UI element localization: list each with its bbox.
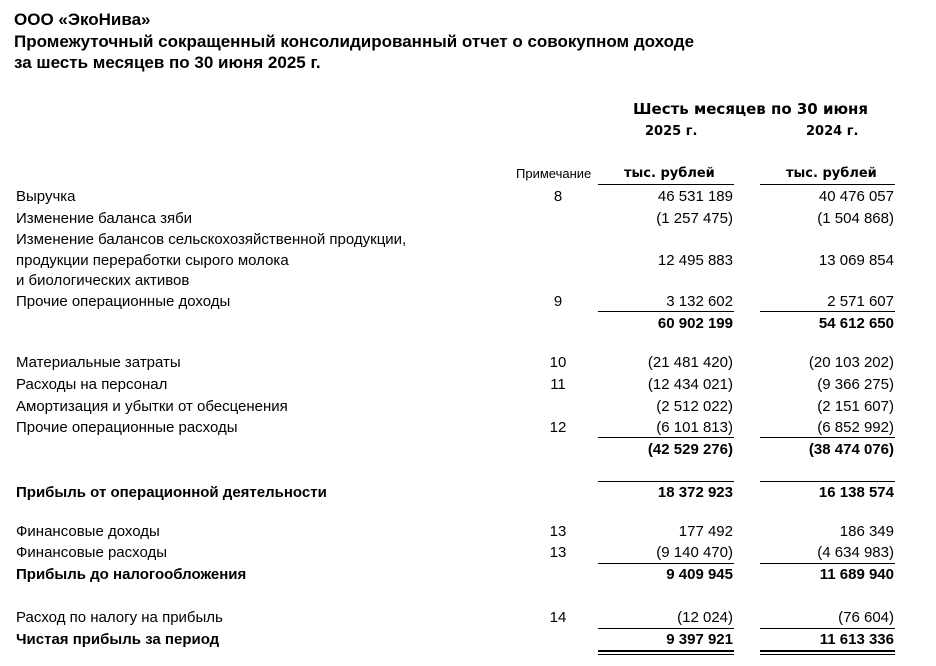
row-label: Прибыль до налогообложения — [16, 566, 247, 583]
subtotal-line-2025 — [598, 437, 734, 438]
value-2025: 18 372 923 — [657, 484, 733, 501]
row-note: 14 — [549, 609, 567, 626]
report-title: Промежуточный сокращенный консолидированный отчет о совокупном доходе — [14, 32, 695, 51]
value-2025: (1 257 475) — [656, 210, 733, 227]
value-2024: (76 604) — [838, 609, 894, 626]
value-2025: (12 024) — [677, 609, 733, 626]
value-2024: 40 476 057 — [818, 188, 894, 205]
row-label: Материальные затраты — [16, 354, 181, 371]
row-other-income — [0, 291, 936, 312]
company-name: ООО «ЭкоНива» — [14, 10, 151, 29]
value-2024: (20 103 202) — [808, 354, 894, 371]
row-label: Расход по налогу на прибыль — [16, 609, 223, 626]
value-2025: (12 434 021) — [647, 376, 733, 393]
note-column-header: Примечание — [516, 166, 592, 181]
value-2024: 2 571 607 — [827, 293, 894, 310]
row-note: 9 — [553, 293, 563, 310]
value-2024: (38 474 076) — [808, 441, 894, 458]
row-label: Прибыль от операционной деятельности — [16, 484, 327, 501]
row-label: продукции переработки сырого молока — [16, 252, 289, 269]
value-2024: (1 504 868) — [817, 210, 894, 227]
header-underline-2024 — [760, 184, 895, 185]
value-2024: 13 069 854 — [818, 252, 894, 269]
double-underline-2025-second — [598, 654, 734, 655]
row-label: Изменение баланса зяби — [16, 210, 193, 227]
row-note: 12 — [549, 419, 567, 436]
double-underline-2024 — [760, 650, 895, 652]
period-header: Шесть месяцев по 30 июня — [633, 100, 869, 118]
subtotal-line-2025 — [598, 311, 734, 312]
row-finance-expenses — [0, 542, 936, 563]
row-label: Изменение балансов сельскохозяйственной продукции, — [16, 231, 407, 248]
value-2025: 3 132 602 — [666, 293, 733, 310]
value-2024: 11 613 336 — [819, 631, 894, 648]
report-period: за шесть месяцев по 30 июня 2025 г. — [14, 53, 321, 72]
row-agri-line1 — [0, 229, 936, 250]
value-2025: (9 140 470) — [656, 544, 733, 561]
row-expense-total — [0, 439, 936, 460]
row-materials — [0, 352, 936, 373]
value-2025: 9 409 945 — [666, 566, 733, 583]
row-note: 10 — [549, 354, 567, 371]
unit-2024-header: тыс. рублей — [786, 166, 877, 181]
value-2024: 186 349 — [839, 523, 894, 540]
row-label: Расходы на персонал — [16, 376, 168, 393]
row-agri-line2 — [0, 250, 936, 271]
value-2025: (42 529 276) — [647, 441, 733, 458]
value-2025: 9 397 921 — [666, 631, 733, 648]
row-note: 13 — [549, 523, 567, 540]
value-2025: (6 101 813) — [656, 419, 733, 436]
row-label: Финансовые расходы — [16, 544, 168, 561]
value-2024: (9 366 275) — [817, 376, 894, 393]
row-profit-before-tax — [0, 564, 936, 585]
row-note: 8 — [553, 188, 563, 205]
value-2025: 177 492 — [678, 523, 733, 540]
unit-2025-header: тыс. рублей — [624, 166, 715, 181]
row-finance-income — [0, 521, 936, 542]
value-2024: 54 612 650 — [818, 315, 894, 332]
value-2024: (6 852 992) — [817, 419, 894, 436]
value-2024: 16 138 574 — [818, 484, 894, 501]
value-2025: 46 531 189 — [657, 188, 733, 205]
row-depreciation — [0, 396, 936, 417]
double-underline-2024-second — [760, 654, 895, 655]
subtotal-line-2024 — [760, 311, 895, 312]
value-2025: (21 481 420) — [647, 354, 733, 371]
row-label: и биологических активов — [16, 272, 190, 289]
row-net-profit — [0, 629, 936, 650]
row-staff — [0, 374, 936, 395]
year-2024-header: 2024 г. — [806, 124, 859, 139]
year-2025-header: 2025 г. — [645, 124, 698, 139]
row-label: Чистая прибыль за период — [16, 631, 220, 648]
subtotal-line-2024 — [760, 437, 895, 438]
double-underline-2025 — [598, 650, 734, 652]
header-underline-2025 — [598, 184, 734, 185]
row-revenue — [0, 186, 936, 207]
row-other-expenses — [0, 417, 936, 438]
row-label: Финансовые доходы — [16, 523, 160, 540]
row-income-total — [0, 313, 936, 334]
row-operating-profit — [0, 482, 936, 503]
value-2024: 11 689 940 — [819, 566, 894, 583]
row-label: Прочие операционные доходы — [16, 293, 231, 310]
value-2024: (4 634 983) — [817, 544, 894, 561]
row-note: 11 — [550, 376, 566, 393]
row-income-tax — [0, 607, 936, 628]
row-label: Амортизация и убытки от обесценения — [16, 398, 288, 415]
value-2024: (2 151 607) — [817, 398, 894, 415]
row-label: Прочие операционные расходы — [16, 419, 238, 436]
row-note: 13 — [549, 544, 567, 561]
value-2025: 12 495 883 — [657, 252, 733, 269]
value-2025: (2 512 022) — [656, 398, 733, 415]
row-agri-line3 — [0, 270, 936, 291]
row-receivables — [0, 208, 936, 229]
value-2025: 60 902 199 — [657, 315, 733, 332]
row-label: Выручка — [16, 188, 76, 205]
